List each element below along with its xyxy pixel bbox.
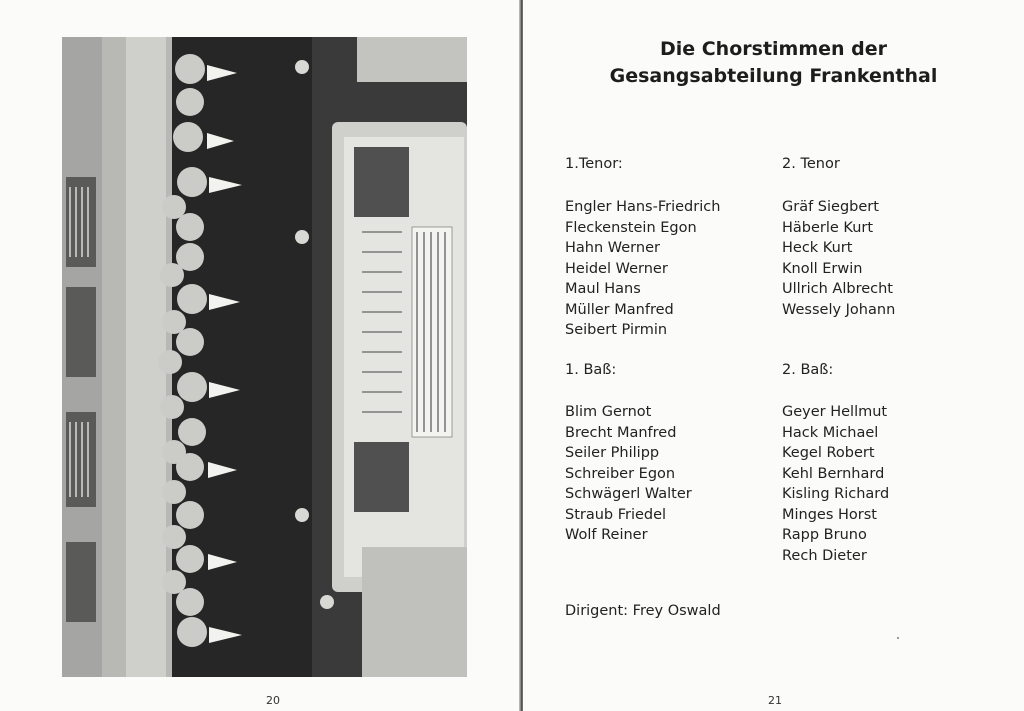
list-item: Kisling Richard xyxy=(782,486,890,502)
list-tenor-1 xyxy=(565,197,720,341)
list-item: Fleckenstein Egon xyxy=(565,219,697,236)
heading-bass-1: 1. Baß: xyxy=(565,362,617,378)
list-item: Seibert Pirmin xyxy=(565,322,668,338)
list-item: Geyer Hellmut xyxy=(782,404,888,420)
list-item: Kehl Bernhard xyxy=(782,465,885,482)
page-number-left: 20 xyxy=(266,694,280,707)
list-item: Heck Kurt xyxy=(782,240,853,256)
page-number-right: 21 xyxy=(768,694,782,707)
heading-tenor-2: 2. Tenor xyxy=(782,156,840,172)
list-item: Schreiber Egon xyxy=(565,465,676,482)
heading-tenor-1: 1.Tenor: xyxy=(565,156,623,172)
list-item: Blim Gernot xyxy=(565,404,652,420)
list-item: Minges Horst xyxy=(782,506,877,523)
list-bass-1 xyxy=(565,402,692,546)
list-item: Schwägerl Walter xyxy=(565,486,692,502)
list-item: Kegel Robert xyxy=(782,445,875,461)
list-item: Häberle Kurt xyxy=(782,219,874,236)
list-item: Knoll Erwin xyxy=(782,260,863,277)
list-item: Rech Dieter xyxy=(782,547,867,564)
list-item: Engler Hans-Friedrich xyxy=(565,199,721,215)
list-item: Rapp Bruno xyxy=(782,527,867,543)
conductor-line: Dirigent: Frey Oswald xyxy=(565,603,721,619)
title-line-2: Gesangsabteilung Frankenthal xyxy=(609,65,938,87)
choir-photo xyxy=(62,37,467,677)
list-item: Gräf Siegbert xyxy=(782,199,879,215)
list-item: Brecht Manfred xyxy=(565,424,677,441)
list-tenor-2 xyxy=(782,197,895,320)
list-item: Hack Michael xyxy=(782,424,879,441)
title-line-1: Die Chorstimmen der xyxy=(659,38,888,60)
list-item: Seiler Philipp xyxy=(565,445,660,461)
heading-bass-2: 2. Baß: xyxy=(782,362,834,378)
page-title xyxy=(523,36,1024,90)
list-item: Heidel Werner xyxy=(565,260,668,277)
list-item: Wolf Reiner xyxy=(565,527,648,543)
list-item: Straub Friedel xyxy=(565,506,667,523)
list-item: Maul Hans xyxy=(565,281,641,297)
list-bass-2 xyxy=(782,402,889,566)
list-item: Müller Manfred xyxy=(565,301,674,318)
right-page xyxy=(523,0,1024,711)
speck xyxy=(897,637,899,639)
list-item: Ullrich Albrecht xyxy=(782,281,893,297)
list-item: Hahn Werner xyxy=(565,240,660,256)
list-item: Wessely Johann xyxy=(782,301,896,318)
